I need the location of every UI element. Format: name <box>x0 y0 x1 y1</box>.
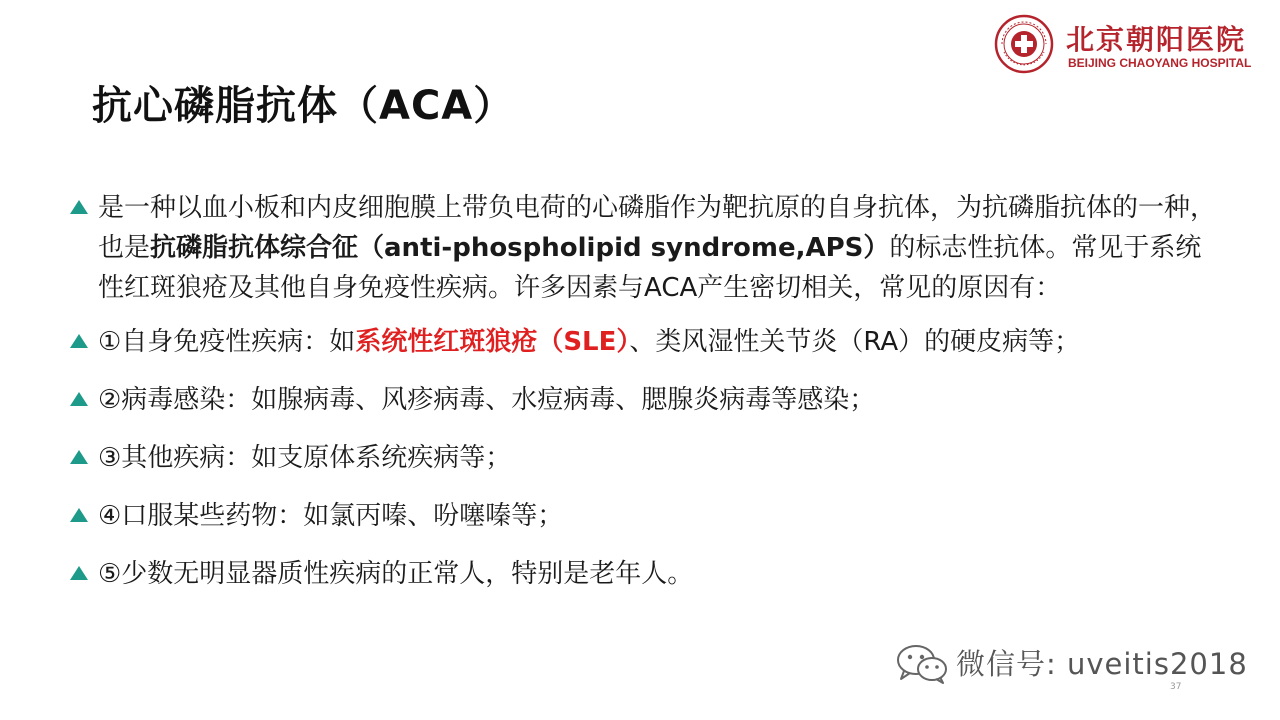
triangle-bullet-icon <box>70 334 88 348</box>
page-number: 37 <box>1170 682 1182 692</box>
bullet-text: 、类风湿性关节炎（RA）的硬皮病等； <box>629 327 1081 357</box>
triangle-bullet-icon <box>70 200 88 214</box>
hospital-seal-icon <box>994 14 1054 74</box>
bullet-item <box>70 380 1220 420</box>
bullet-highlight-text: 系统性红斑狼疮（SLE） <box>355 327 630 357</box>
triangle-bullet-icon <box>70 508 88 522</box>
hospital-logo <box>994 14 1264 76</box>
bullet-text: ③其他疾病：如支原体系统疾病等； <box>98 443 512 473</box>
triangle-bullet-icon <box>70 566 88 580</box>
bullet-item <box>70 438 1220 478</box>
bullet-item <box>70 496 1220 536</box>
wechat-icon <box>894 642 950 684</box>
bullet-text: ①自身免疫性疾病：如 <box>98 327 356 357</box>
watermark-text: 微信号: uveitis2018 <box>956 647 1248 681</box>
bullet-item <box>70 322 1220 362</box>
bullet-text: ②病毒感染：如腺病毒、风疹病毒、水痘病毒、腮腺炎病毒等感染； <box>98 385 876 415</box>
bullet-item <box>70 554 1220 594</box>
wechat-watermark <box>894 640 1254 684</box>
bullet-text: 的标志性抗体。常见于系统性红斑狼疮及其他自身免疫性疾病。许多因素与ACA产生密切相关，常见的原因有： <box>98 233 1202 303</box>
hospital-name-en: BEIJING CHAOYANG HOSPITAL <box>1068 56 1252 70</box>
triangle-bullet-icon <box>70 392 88 406</box>
bullet-item <box>70 188 1220 308</box>
bullet-text: ⑤少数无明显器质性疾病的正常人，特别是老年人。 <box>98 559 694 589</box>
slide-title: 抗心磷脂抗体（ACA） <box>92 83 515 129</box>
bullet-text: ④口服某些药物：如氯丙嗪、吩噻嗪等； <box>98 501 564 531</box>
bullet-list <box>70 188 1220 612</box>
hospital-name-cn: 北京朝阳医院 <box>1066 23 1247 56</box>
bullet-bold-text: 抗磷脂抗体综合征（anti-phospholipid syndrome,APS） <box>150 233 890 263</box>
bullet-text: 是一种以血小板和内皮细胞膜上带负电荷的心磷脂作为靶抗原的自身抗体，为抗磷脂抗体的一种，也是 <box>98 193 1217 263</box>
triangle-bullet-icon <box>70 450 88 464</box>
